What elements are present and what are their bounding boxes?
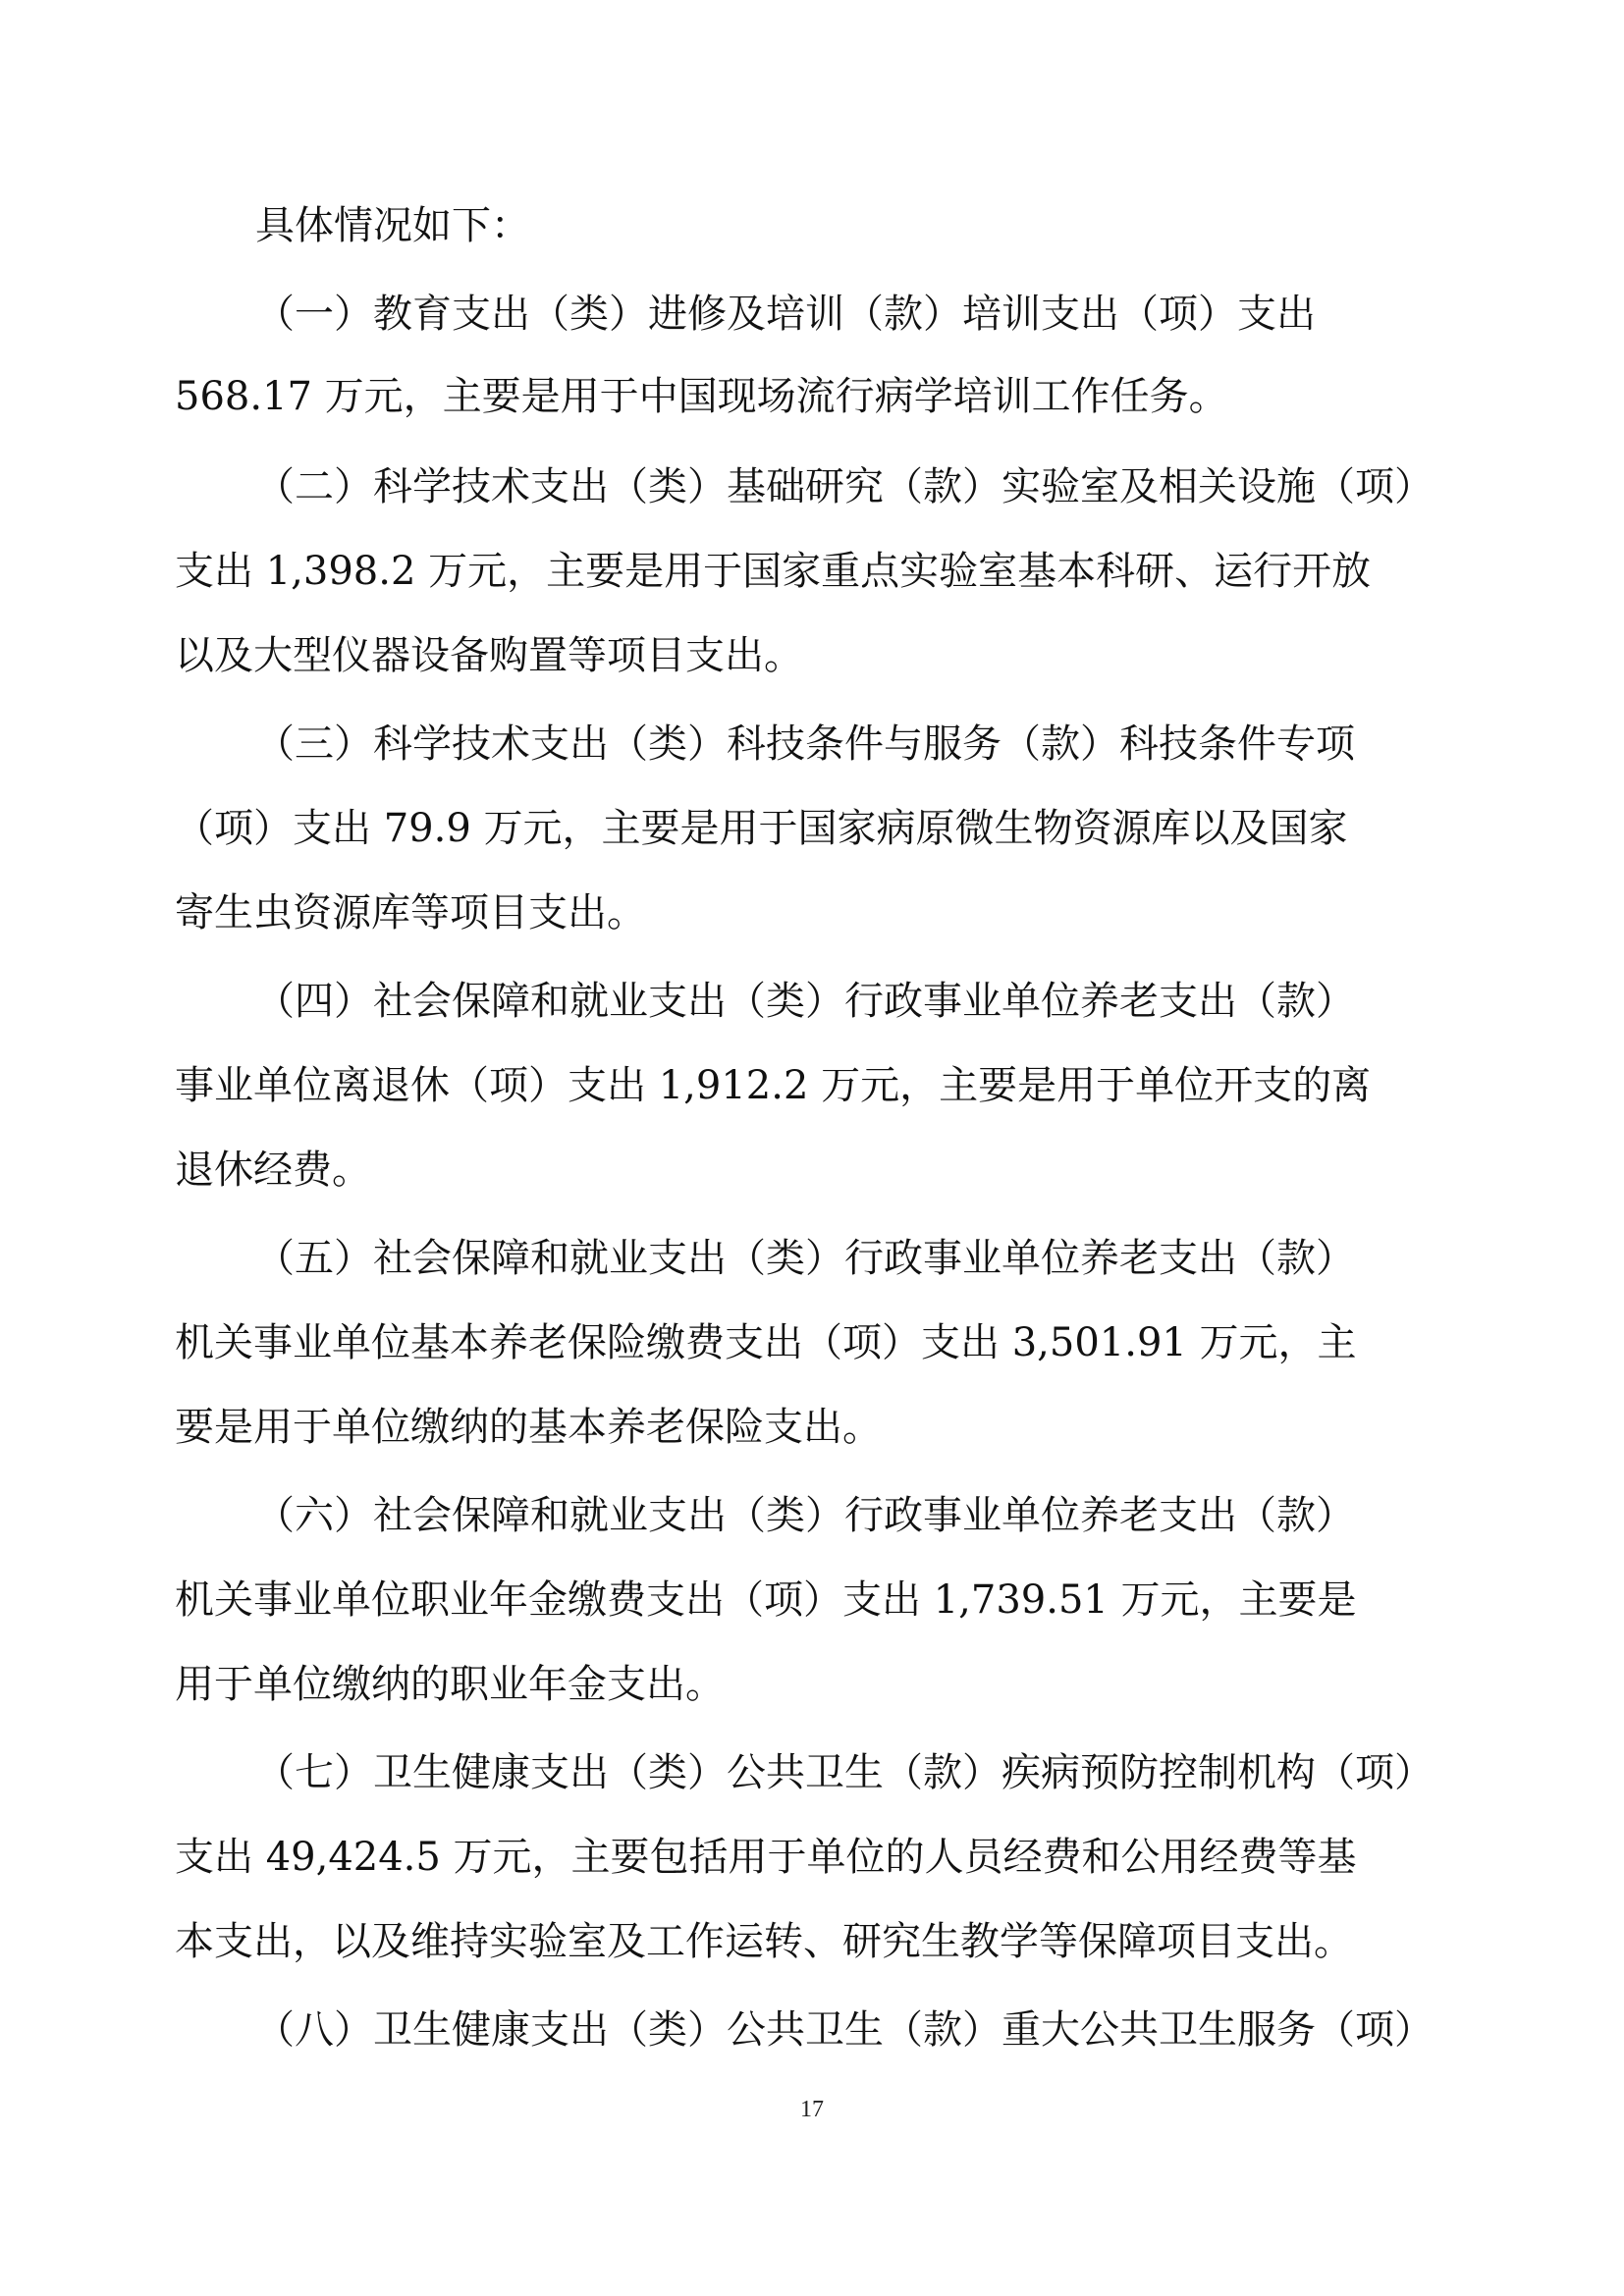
paragraph-6-line-3: 用于单位缴纳的职业年金支出。 bbox=[175, 1662, 725, 1707]
paragraph-2-line-1: （二）科学技术支出（类）基础研究（款）实验室及相关设施（项） bbox=[255, 464, 1434, 509]
paragraph-6-line-1: （六）社会保障和就业支出（类）行政事业单位养老支出（款） bbox=[255, 1493, 1355, 1538]
paragraph-1-line-1: （一）教育支出（类）进修及培训（款）培训支出（项）支出 bbox=[255, 292, 1316, 337]
paragraph-7-line-2: 支出 49,424.5 万元，主要包括用于单位的人员经费和公用经费等基 bbox=[175, 1835, 1357, 1880]
paragraph-3-line-2: （项）支出 79.9 万元，主要是用于国家病原微生物资源库以及国家 bbox=[175, 806, 1348, 851]
paragraph-8-line-1: （八）卫生健康支出（类）公共卫生（款）重大公共卫生服务（项） bbox=[255, 2007, 1434, 2053]
paragraph-2-line-2: 支出 1,398.2 万元，主要是用于国家重点实验室基本科研、运行开放 bbox=[175, 549, 1372, 594]
paragraph-4-line-1: （四）社会保障和就业支出（类）行政事业单位养老支出（款） bbox=[255, 979, 1355, 1024]
paragraph-6-line-2: 机关事业单位职业年金缴费支出（项）支出 1,739.51 万元，主要是 bbox=[175, 1577, 1357, 1623]
paragraph-5-line-1: （五）社会保障和就业支出（类）行政事业单位养老支出（款） bbox=[255, 1236, 1355, 1281]
paragraph-4-line-3: 退休经费。 bbox=[175, 1148, 371, 1193]
paragraph-5-line-2: 机关事业单位基本养老保险缴费支出（项）支出 3,501.91 万元，主 bbox=[175, 1320, 1357, 1365]
paragraph-2-line-3: 以及大型仪器设备购置等项目支出。 bbox=[175, 633, 803, 678]
paragraph-1-line-2: 568.17 万元，主要是用于中国现场流行病学培训工作任务。 bbox=[175, 374, 1228, 419]
paragraph-3-line-3: 寄生虫资源库等项目支出。 bbox=[175, 890, 646, 935]
paragraph-7-line-1: （七）卫生健康支出（类）公共卫生（款）疾病预防控制机构（项） bbox=[255, 1750, 1434, 1795]
paragraph-3-line-1: （三）科学技术支出（类）科技条件与服务（款）科技条件专项 bbox=[255, 721, 1355, 767]
paragraph-7-line-3: 本支出，以及维持实验室及工作运转、研究生教学等保障项目支出。 bbox=[175, 1919, 1353, 1964]
intro-line: 具体情况如下： bbox=[255, 203, 530, 248]
paragraph-4-line-2: 事业单位离退休（项）支出 1,912.2 万元，主要是用于单位开支的离 bbox=[175, 1063, 1372, 1108]
page-number: 17 bbox=[800, 2097, 824, 2122]
paragraph-5-line-3: 要是用于单位缴纳的基本养老保险支出。 bbox=[175, 1405, 882, 1450]
